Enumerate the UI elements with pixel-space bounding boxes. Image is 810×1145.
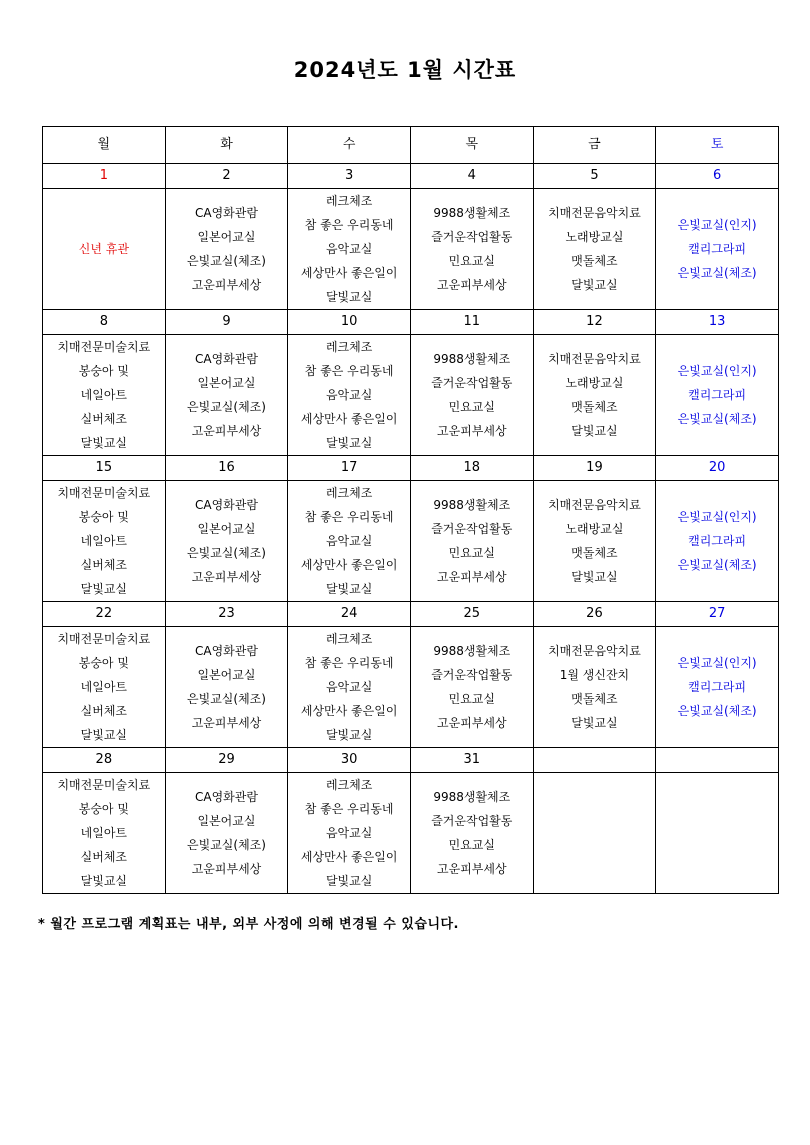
program-item: 달빛교실 bbox=[571, 424, 618, 438]
program-item: 고운피부세상 bbox=[191, 716, 262, 730]
program-item: 고운피부세상 bbox=[191, 278, 262, 292]
program-item: 즐거운작업활동 bbox=[431, 522, 513, 536]
page-title: 2024년도 1월 시간표 bbox=[293, 58, 517, 82]
program-cell bbox=[165, 773, 288, 894]
program-cell bbox=[533, 189, 656, 310]
program-item: 즐거운작업활동 bbox=[431, 814, 513, 828]
date-cell: 9 bbox=[165, 310, 288, 335]
program-cell bbox=[43, 481, 166, 602]
program-item: 9988생활체조 bbox=[433, 644, 511, 658]
program-item: CA영화관람 bbox=[195, 498, 258, 512]
date-cell: 28 bbox=[43, 748, 166, 773]
program-row bbox=[43, 335, 779, 456]
date-cell: 16 bbox=[165, 456, 288, 481]
program-item: 세상만사 좋은일이 bbox=[300, 850, 398, 864]
footnote: * 월간 프로그램 계획표는 내부, 외부 사정에 의해 변경될 수 있습니다. bbox=[38, 917, 460, 932]
date-cell: 20 bbox=[656, 456, 779, 481]
program-cell bbox=[43, 335, 166, 456]
program-item: 맷돌체조 bbox=[571, 254, 618, 268]
program-item: 레크체조 bbox=[325, 632, 373, 646]
program-item: 참 좋은 우리동네 bbox=[304, 656, 394, 670]
program-item: 치매전문음악치료 bbox=[548, 206, 641, 220]
program-item: 네일아트 bbox=[80, 680, 128, 694]
program-cell bbox=[410, 335, 533, 456]
program-cell bbox=[656, 189, 779, 310]
program-item: 음악교실 bbox=[325, 388, 373, 402]
program-item: 캘리그라피 bbox=[688, 680, 747, 694]
date-cell: 6 bbox=[656, 164, 779, 189]
date-cell: 15 bbox=[43, 456, 166, 481]
program-item: 세상만사 좋은일이 bbox=[300, 704, 398, 718]
date-cell: 18 bbox=[410, 456, 533, 481]
program-cell bbox=[533, 481, 656, 602]
program-cell bbox=[288, 335, 411, 456]
program-item: 은빛교실(인지) bbox=[677, 218, 757, 232]
program-item: 은빛교실(체조) bbox=[677, 266, 757, 280]
program-item: CA영화관람 bbox=[195, 206, 258, 220]
program-cell bbox=[410, 773, 533, 894]
program-item: 참 좋은 우리동네 bbox=[304, 802, 394, 816]
program-item: 실버체조 bbox=[80, 704, 128, 718]
program-item: 민요교실 bbox=[448, 400, 495, 414]
program-item: 실버체조 bbox=[80, 850, 128, 864]
program-cell bbox=[288, 627, 411, 748]
program-item: 9988생활체조 bbox=[433, 206, 511, 220]
program-item: 일본어교실 bbox=[197, 522, 256, 536]
program-cell bbox=[288, 773, 411, 894]
program-item: 세상만사 좋은일이 bbox=[300, 266, 398, 280]
program-item: 달빛교실 bbox=[325, 436, 373, 450]
program-item: 민요교실 bbox=[448, 692, 495, 706]
program-row bbox=[43, 481, 779, 602]
program-item: 은빛교실(체조) bbox=[677, 704, 757, 718]
program-item: 달빛교실 bbox=[325, 290, 373, 304]
program-item: 참 좋은 우리동네 bbox=[304, 510, 394, 524]
program-item: 치매전문음악치료 bbox=[548, 352, 641, 366]
date-cell: 3 bbox=[288, 164, 411, 189]
program-item: 네일아트 bbox=[80, 534, 128, 548]
program-item: 고운피부세상 bbox=[191, 862, 262, 876]
program-item: 레크체조 bbox=[325, 340, 373, 354]
program-item: 달빛교실 bbox=[80, 436, 128, 450]
program-item: 달빛교실 bbox=[325, 728, 373, 742]
date-cell: 22 bbox=[43, 602, 166, 627]
program-item: 은빛교실(체조) bbox=[677, 412, 757, 426]
program-cell bbox=[165, 189, 288, 310]
program-item: 1월 생신잔치 bbox=[559, 668, 630, 682]
program-cell bbox=[410, 627, 533, 748]
program-item: 일본어교실 bbox=[197, 230, 256, 244]
program-item: 치매전문음악치료 bbox=[548, 644, 641, 658]
date-cell bbox=[533, 748, 656, 773]
program-item: 고운피부세상 bbox=[437, 570, 507, 584]
date-cell: 31 bbox=[410, 748, 533, 773]
date-cell: 19 bbox=[533, 456, 656, 481]
program-item: 은빛교실(체조) bbox=[187, 254, 266, 268]
date-cell: 29 bbox=[165, 748, 288, 773]
program-item: 음악교실 bbox=[325, 680, 373, 694]
program-item: 실버체조 bbox=[80, 412, 128, 426]
date-cell: 17 bbox=[288, 456, 411, 481]
program-item: 일본어교실 bbox=[197, 814, 256, 828]
program-cell bbox=[533, 627, 656, 748]
program-item: 일본어교실 bbox=[197, 376, 256, 390]
weekday-sat: 토 bbox=[656, 127, 779, 164]
program-item: 캘리그라피 bbox=[688, 534, 747, 548]
program-item: 달빛교실 bbox=[571, 278, 618, 292]
program-item: 은빛교실(체조) bbox=[187, 546, 266, 560]
program-cell bbox=[43, 189, 166, 310]
program-item: 봉숭아 및 bbox=[78, 510, 129, 524]
program-cell bbox=[533, 335, 656, 456]
program-item: 달빛교실 bbox=[325, 874, 373, 888]
date-cell: 30 bbox=[288, 748, 411, 773]
program-item: 치매전문미술치료 bbox=[57, 486, 151, 500]
program-item: 음악교실 bbox=[325, 826, 373, 840]
weekday-header-row bbox=[43, 127, 779, 164]
date-cell: 27 bbox=[656, 602, 779, 627]
program-item: 세상만사 좋은일이 bbox=[300, 558, 398, 572]
weekday-wed: 수 bbox=[288, 127, 411, 164]
date-row bbox=[43, 456, 779, 481]
date-cell: 2 bbox=[165, 164, 288, 189]
weekday-tue: 화 bbox=[165, 127, 288, 164]
date-cell: 10 bbox=[288, 310, 411, 335]
program-item: 9988생활체조 bbox=[433, 790, 511, 804]
weekday-thu: 목 bbox=[410, 127, 533, 164]
program-item: 달빛교실 bbox=[80, 582, 128, 596]
program-item: 고운피부세상 bbox=[437, 716, 507, 730]
program-item: 은빛교실(체조) bbox=[677, 558, 757, 572]
weekday-fri: 금 bbox=[533, 127, 656, 164]
program-item: 치매전문미술치료 bbox=[57, 340, 151, 354]
program-cell bbox=[656, 627, 779, 748]
program-cell bbox=[656, 773, 779, 894]
program-cell bbox=[43, 773, 166, 894]
program-item: 달빛교실 bbox=[80, 728, 128, 742]
program-cell bbox=[165, 481, 288, 602]
date-row bbox=[43, 310, 779, 335]
date-row bbox=[43, 748, 779, 773]
program-cell bbox=[43, 627, 166, 748]
program-item: 고운피부세상 bbox=[437, 862, 507, 876]
program-item: 참 좋은 우리동네 bbox=[304, 364, 394, 378]
program-item: 민요교실 bbox=[448, 838, 495, 852]
program-item: 봉숭아 및 bbox=[78, 802, 129, 816]
program-item: 치매전문미술치료 bbox=[57, 632, 151, 646]
date-cell: 12 bbox=[533, 310, 656, 335]
program-cell bbox=[656, 481, 779, 602]
program-item: 레크체조 bbox=[325, 486, 373, 500]
program-cell bbox=[165, 335, 288, 456]
date-row bbox=[43, 602, 779, 627]
program-row bbox=[43, 773, 779, 894]
program-row bbox=[43, 189, 779, 310]
program-item: 레크체조 bbox=[325, 778, 373, 792]
program-cell bbox=[656, 335, 779, 456]
date-cell: 23 bbox=[165, 602, 288, 627]
date-cell: 8 bbox=[43, 310, 166, 335]
program-item: CA영화관람 bbox=[195, 790, 258, 804]
program-item: 즐거운작업활동 bbox=[431, 668, 513, 682]
program-item: 참 좋은 우리동네 bbox=[304, 218, 394, 232]
program-item: 달빛교실 bbox=[80, 874, 128, 888]
program-item: 실버체조 bbox=[80, 558, 128, 572]
program-row bbox=[43, 627, 779, 748]
date-cell: 4 bbox=[410, 164, 533, 189]
program-item: 민요교실 bbox=[448, 254, 495, 268]
date-cell: 11 bbox=[410, 310, 533, 335]
date-cell: 24 bbox=[288, 602, 411, 627]
date-cell: 1 bbox=[43, 164, 166, 189]
program-item: 은빛교실(인지) bbox=[677, 364, 757, 378]
program-item: 일본어교실 bbox=[197, 668, 256, 682]
program-cell bbox=[288, 189, 411, 310]
program-item: 노래방교실 bbox=[565, 376, 624, 390]
program-item: 고운피부세상 bbox=[437, 424, 507, 438]
date-cell bbox=[656, 748, 779, 773]
program-item: 치매전문음악치료 bbox=[548, 498, 641, 512]
program-item: 달빛교실 bbox=[571, 716, 618, 730]
program-item: 네일아트 bbox=[80, 826, 128, 840]
program-item: 레크체조 bbox=[325, 194, 373, 208]
date-cell: 13 bbox=[656, 310, 779, 335]
program-item: 달빛교실 bbox=[571, 570, 618, 584]
program-item: 캘리그라피 bbox=[688, 388, 747, 402]
program-item: 달빛교실 bbox=[325, 582, 373, 596]
program-cell bbox=[410, 481, 533, 602]
program-item: 네일아트 bbox=[80, 388, 128, 402]
program-item: 즐거운작업활동 bbox=[431, 230, 513, 244]
program-item: 은빛교실(인지) bbox=[677, 510, 757, 524]
program-item: 고운피부세상 bbox=[191, 570, 262, 584]
program-item: 캘리그라피 bbox=[688, 242, 747, 256]
program-item: 음악교실 bbox=[325, 534, 373, 548]
program-item: 신년 휴관 bbox=[78, 242, 129, 256]
program-item: 민요교실 bbox=[448, 546, 495, 560]
program-item: 노래방교실 bbox=[565, 230, 624, 244]
program-cell bbox=[533, 773, 656, 894]
program-item: CA영화관람 bbox=[195, 644, 258, 658]
program-item: 은빛교실(체조) bbox=[187, 400, 266, 414]
program-item: 은빛교실(인지) bbox=[677, 656, 757, 670]
program-item: 맷돌체조 bbox=[571, 400, 618, 414]
program-cell bbox=[288, 481, 411, 602]
program-item: 세상만사 좋은일이 bbox=[300, 412, 398, 426]
date-cell: 5 bbox=[533, 164, 656, 189]
date-cell: 25 bbox=[410, 602, 533, 627]
program-item: CA영화관람 bbox=[195, 352, 258, 366]
program-item: 치매전문미술치료 bbox=[57, 778, 151, 792]
program-item: 고운피부세상 bbox=[437, 278, 507, 292]
program-item: 즐거운작업활동 bbox=[431, 376, 513, 390]
program-item: 맷돌체조 bbox=[571, 546, 618, 560]
program-item: 9988생활체조 bbox=[433, 352, 511, 366]
program-cell bbox=[410, 189, 533, 310]
program-item: 9988생활체조 bbox=[433, 498, 511, 512]
program-item: 봉숭아 및 bbox=[78, 364, 129, 378]
program-item: 은빛교실(체조) bbox=[187, 692, 266, 706]
program-item: 은빛교실(체조) bbox=[187, 838, 266, 852]
weekday-mon: 월 bbox=[43, 127, 166, 164]
date-row bbox=[43, 164, 779, 189]
date-cell: 26 bbox=[533, 602, 656, 627]
program-item: 음악교실 bbox=[325, 242, 373, 256]
program-item: 봉숭아 및 bbox=[78, 656, 129, 670]
program-item: 고운피부세상 bbox=[191, 424, 262, 438]
program-item: 맷돌체조 bbox=[571, 692, 618, 706]
schedule-table bbox=[42, 126, 779, 894]
program-item: 노래방교실 bbox=[565, 522, 624, 536]
program-cell bbox=[165, 627, 288, 748]
